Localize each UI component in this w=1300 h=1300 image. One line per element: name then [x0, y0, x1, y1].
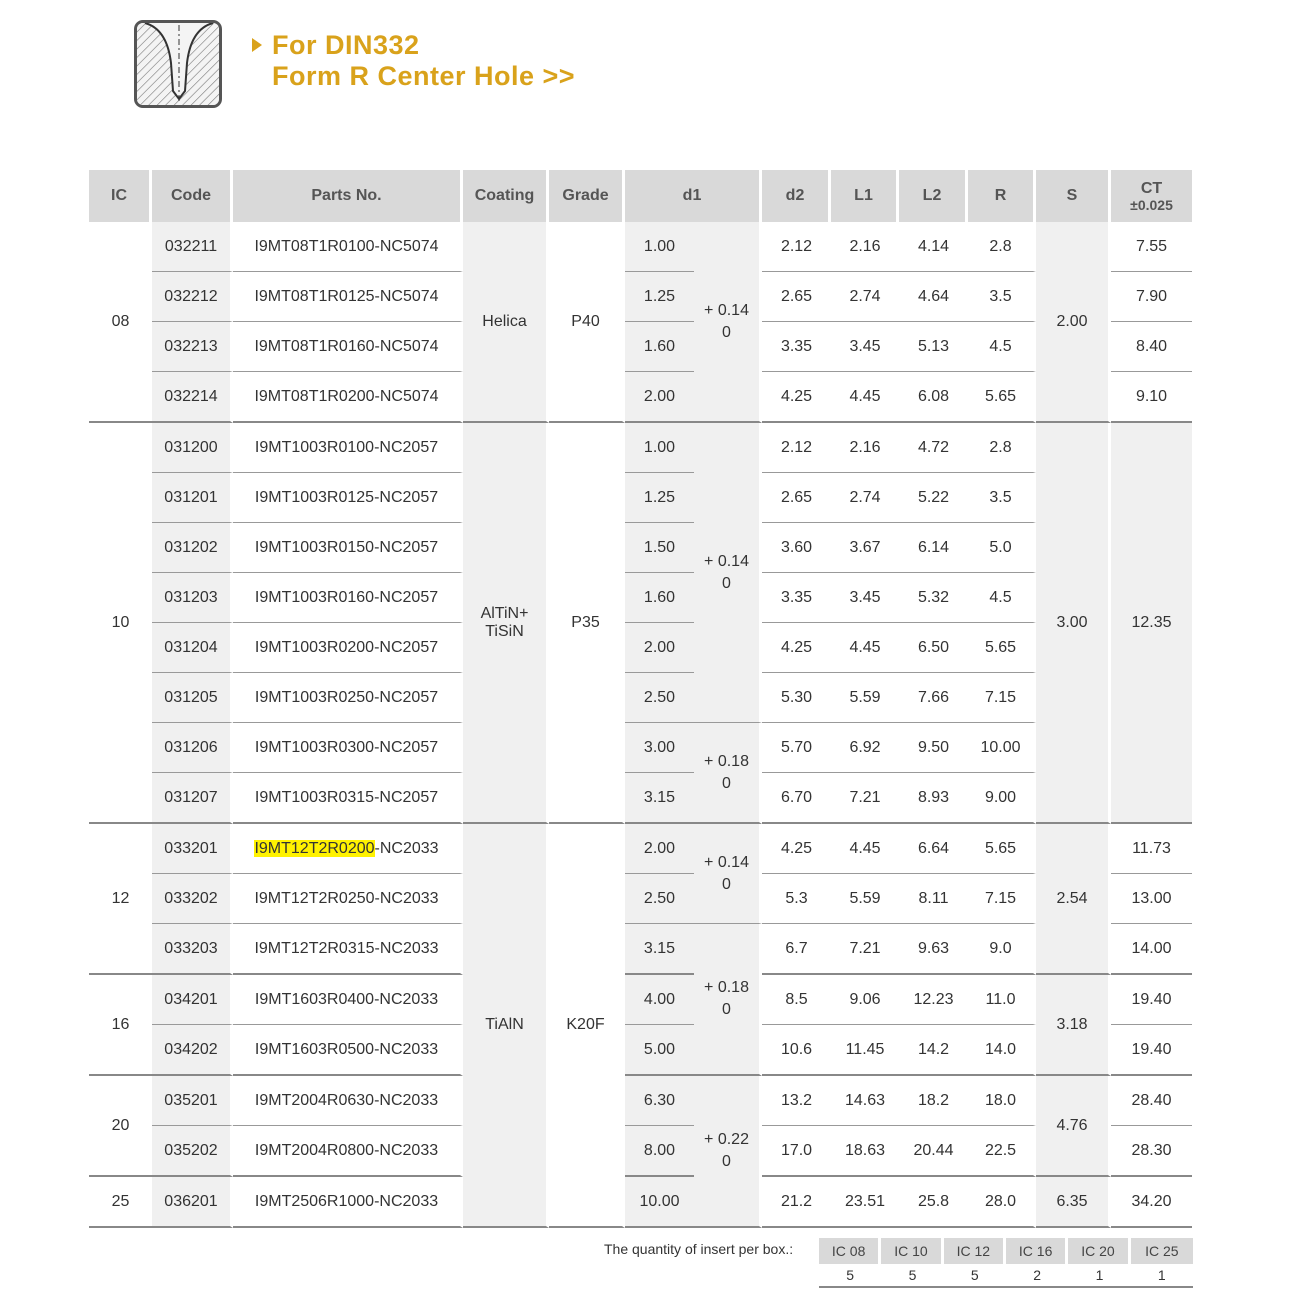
coating-cell [463, 423, 549, 824]
tolerance-lower: 0 [722, 323, 731, 341]
d1-tolerance-cell [694, 924, 762, 1076]
quantity-header: IC 25 [1131, 1238, 1193, 1264]
code-cell: 031206 [152, 723, 233, 773]
grade-cell: P35 [549, 423, 625, 824]
code-cell: 031202 [152, 523, 233, 573]
r-cell: 5.0 [968, 523, 1036, 573]
tolerance-upper: + 0.14 [704, 853, 749, 871]
l2-cell: 6.50 [899, 623, 968, 673]
d2-cell: 6.7 [762, 924, 831, 975]
d1-cell: 2.00 [625, 623, 694, 673]
tolerance-upper: + 0.18 [704, 979, 749, 996]
grade-cell: K20F [549, 824, 625, 1228]
d1-cell: 8.00 [625, 1126, 694, 1177]
ct-cell: 12.35 [1111, 423, 1192, 824]
d2-cell: 2.12 [762, 423, 831, 473]
table-row [89, 322, 1192, 372]
l2-cell: 6.64 [899, 824, 968, 874]
l1-cell: 6.92 [831, 723, 899, 773]
l1-cell: 7.21 [831, 773, 899, 824]
table-row [89, 222, 1192, 272]
quantity-value-row [819, 1264, 1193, 1288]
s-cell: 6.35 [1036, 1177, 1111, 1228]
table-row [89, 272, 1192, 322]
r-cell: 5.65 [968, 372, 1036, 423]
d1-cell: 1.60 [625, 322, 694, 372]
l1-cell: 2.16 [831, 423, 899, 473]
r-cell: 5.65 [968, 824, 1036, 874]
table-row [89, 924, 1192, 975]
header-r: R [968, 170, 1036, 222]
d1-tolerance-cell [694, 423, 762, 723]
l1-cell: 3.67 [831, 523, 899, 573]
r-cell: 14.0 [968, 1025, 1036, 1076]
header-s: S [1036, 170, 1111, 222]
ct-cell: 19.40 [1111, 1025, 1192, 1076]
code-cell: 031205 [152, 673, 233, 723]
tolerance-upper: + 0.18 [704, 752, 749, 770]
part-cell: I9MT2004R0630-NC2033 [233, 1076, 463, 1126]
code-cell: 033202 [152, 874, 233, 924]
table-row [89, 824, 1192, 874]
l1-cell: 11.45 [831, 1025, 899, 1076]
quantity-value: 1 [1131, 1264, 1193, 1288]
l2-cell: 4.72 [899, 423, 968, 473]
ct-cell: 11.73 [1111, 824, 1192, 874]
ct-cell: 7.55 [1111, 222, 1192, 272]
part-cell [233, 824, 463, 874]
part-cell: I9MT12T2R0250-NC2033 [233, 874, 463, 924]
table-row [89, 1126, 1192, 1177]
code-cell: 031207 [152, 773, 233, 824]
quantity-value: 1 [1068, 1264, 1130, 1288]
d1-cell: 1.00 [625, 222, 694, 272]
tolerance-lower: 0 [722, 875, 731, 893]
header-l1: L1 [831, 170, 899, 222]
code-cell: 033201 [152, 824, 233, 874]
tolerance-lower: 0 [722, 1153, 731, 1170]
d1-cell: 1.25 [625, 473, 694, 523]
l1-cell: 4.45 [831, 372, 899, 423]
tolerance-lower: 0 [722, 1001, 731, 1018]
d2-cell: 5.30 [762, 673, 831, 723]
tolerance-upper: + 0.14 [704, 552, 749, 570]
header-grade: Grade [549, 170, 625, 222]
header-parts-no: Parts No. [233, 170, 463, 222]
r-cell: 5.65 [968, 623, 1036, 673]
l2-cell: 5.13 [899, 322, 968, 372]
code-cell: 036201 [152, 1177, 233, 1228]
l2-cell: 12.23 [899, 975, 968, 1025]
tolerance-upper: + 0.22 [704, 1131, 749, 1148]
l1-cell: 3.45 [831, 322, 899, 372]
grade-cell: P40 [549, 222, 625, 423]
quantity-header: IC 12 [944, 1238, 1006, 1264]
header-ct-label: CT [1140, 180, 1163, 197]
r-cell: 11.0 [968, 975, 1036, 1025]
s-cell: 3.18 [1036, 975, 1111, 1076]
code-cell: 032213 [152, 322, 233, 372]
ic-cell: 25 [89, 1177, 152, 1228]
table-row [89, 423, 1192, 473]
header-ct [1111, 170, 1192, 222]
ct-cell: 28.30 [1111, 1126, 1192, 1177]
r-cell: 7.15 [968, 874, 1036, 924]
l2-cell: 25.8 [899, 1177, 968, 1228]
d1-cell: 4.00 [625, 975, 694, 1025]
quantity-value: 5 [819, 1264, 881, 1288]
code-cell: 034202 [152, 1025, 233, 1076]
ct-cell: 8.40 [1111, 322, 1192, 372]
quantity-value: 5 [881, 1264, 943, 1288]
quantity-header: IC 08 [819, 1238, 881, 1264]
d2-cell: 21.2 [762, 1177, 831, 1228]
r-cell: 22.5 [968, 1126, 1036, 1177]
l1-cell: 4.45 [831, 824, 899, 874]
d1-cell: 2.50 [625, 874, 694, 924]
r-cell: 3.5 [968, 272, 1036, 322]
code-cell: 035201 [152, 1076, 233, 1126]
l2-cell: 8.93 [899, 773, 968, 824]
l1-cell: 4.45 [831, 623, 899, 673]
l2-cell: 5.22 [899, 473, 968, 523]
d1-cell: 1.00 [625, 423, 694, 473]
d1-cell: 10.00 [625, 1177, 694, 1228]
d1-cell: 6.30 [625, 1076, 694, 1126]
coating-cell: TiAlN [463, 824, 549, 1228]
l1-cell: 3.45 [831, 573, 899, 623]
part-cell: I9MT1003R0160-NC2057 [233, 573, 463, 623]
l2-cell: 9.50 [899, 723, 968, 773]
triangle-bullet-icon [252, 38, 262, 52]
part-cell: I9MT08T1R0100-NC5074 [233, 222, 463, 272]
table-row [89, 975, 1192, 1025]
table-row [89, 673, 1192, 723]
s-cell: 3.00 [1036, 423, 1111, 824]
part-cell: I9MT08T1R0160-NC5074 [233, 322, 463, 372]
ct-cell: 19.40 [1111, 975, 1192, 1025]
d1-cell: 1.25 [625, 272, 694, 322]
ct-cell: 28.40 [1111, 1076, 1192, 1126]
part-cell: I9MT1003R0100-NC2057 [233, 423, 463, 473]
ct-cell: 9.10 [1111, 372, 1192, 423]
tolerance-lower: 0 [722, 574, 731, 592]
d1-cell: 1.60 [625, 573, 694, 623]
part-cell: I9MT08T1R0125-NC5074 [233, 272, 463, 322]
code-cell: 031204 [152, 623, 233, 673]
table-row [89, 623, 1192, 673]
s-cell: 2.54 [1036, 824, 1111, 975]
r-cell: 18.0 [968, 1076, 1036, 1126]
coating-cell: Helica [463, 222, 549, 423]
part-cell: I9MT2004R0800-NC2033 [233, 1126, 463, 1177]
s-cell: 4.76 [1036, 1076, 1111, 1177]
table-row [89, 723, 1192, 773]
quantity-header: IC 20 [1068, 1238, 1130, 1264]
part-cell: I9MT08T1R0200-NC5074 [233, 372, 463, 423]
d2-cell: 13.2 [762, 1076, 831, 1126]
d2-cell: 4.25 [762, 623, 831, 673]
r-cell: 3.5 [968, 473, 1036, 523]
l1-cell: 9.06 [831, 975, 899, 1025]
l1-cell: 18.63 [831, 1126, 899, 1177]
d2-cell: 2.65 [762, 272, 831, 322]
quantity-value: 5 [944, 1264, 1006, 1288]
table-row [89, 573, 1192, 623]
ct-cell: 14.00 [1111, 924, 1192, 975]
part-cell: I9MT1003R0150-NC2057 [233, 523, 463, 573]
part-cell: I9MT1003R0300-NC2057 [233, 723, 463, 773]
l1-cell: 7.21 [831, 924, 899, 975]
d2-cell: 17.0 [762, 1126, 831, 1177]
ic-cell: 16 [89, 975, 152, 1076]
r-cell: 9.00 [968, 773, 1036, 824]
tolerance-upper: + 0.14 [704, 301, 749, 319]
l2-cell: 18.2 [899, 1076, 968, 1126]
part-cell: I9MT12T2R0315-NC2033 [233, 924, 463, 975]
d2-cell: 8.5 [762, 975, 831, 1025]
quantity-label: The quantity of insert per box.: [604, 1241, 794, 1257]
l1-cell: 2.74 [831, 473, 899, 523]
l2-cell: 20.44 [899, 1126, 968, 1177]
d2-cell: 2.12 [762, 222, 831, 272]
table-row [89, 1177, 1192, 1228]
table-row [89, 523, 1192, 573]
r-cell: 4.5 [968, 322, 1036, 372]
ct-cell: 13.00 [1111, 874, 1192, 924]
code-cell: 031201 [152, 473, 233, 523]
d2-cell: 4.25 [762, 824, 831, 874]
quantity-table [819, 1238, 1193, 1288]
header-coating: Coating [463, 170, 549, 222]
center-hole-icon [134, 20, 222, 108]
d1-cell: 1.50 [625, 523, 694, 573]
l1-cell: 5.59 [831, 874, 899, 924]
table-row [89, 773, 1192, 824]
header-ic: IC [89, 170, 152, 222]
l1-cell: 2.16 [831, 222, 899, 272]
d2-cell: 4.25 [762, 372, 831, 423]
table-header-row [89, 170, 1192, 222]
title-line-1: For DIN332 [272, 30, 420, 60]
part-cell: I9MT1003R0125-NC2057 [233, 473, 463, 523]
ic-cell: 12 [89, 824, 152, 975]
header-d2: d2 [762, 170, 831, 222]
d1-cell: 3.00 [625, 723, 694, 773]
part-cell: I9MT1603R0400-NC2033 [233, 975, 463, 1025]
code-cell: 032214 [152, 372, 233, 423]
header-l2: L2 [899, 170, 968, 222]
d2-cell: 6.70 [762, 773, 831, 824]
code-cell: 033203 [152, 924, 233, 975]
l2-cell: 4.64 [899, 272, 968, 322]
header-code: Code [152, 170, 233, 222]
quantity-header: IC 16 [1006, 1238, 1068, 1264]
code-cell: 031203 [152, 573, 233, 623]
r-cell: 7.15 [968, 673, 1036, 723]
l1-cell: 2.74 [831, 272, 899, 322]
r-cell: 10.00 [968, 723, 1036, 773]
d1-tolerance-cell [694, 222, 762, 423]
d1-tolerance-cell [694, 723, 762, 824]
highlighted-part-text: I9MT12T2R0200 [254, 839, 375, 857]
s-cell: 2.00 [1036, 222, 1111, 423]
r-cell: 4.5 [968, 573, 1036, 623]
d1-cell: 3.15 [625, 773, 694, 824]
d1-cell: 3.15 [625, 924, 694, 975]
quantity-header: IC 10 [881, 1238, 943, 1264]
quantity-value: 2 [1006, 1264, 1068, 1288]
ic-cell: 08 [89, 222, 152, 423]
code-cell: 032212 [152, 272, 233, 322]
l2-cell: 14.2 [899, 1025, 968, 1076]
r-cell: 2.8 [968, 423, 1036, 473]
parts-table [89, 170, 1192, 1228]
coating-line-2: TiSiN [485, 622, 524, 640]
l2-cell: 9.63 [899, 924, 968, 975]
l2-cell: 6.08 [899, 372, 968, 423]
header-d1: d1 [625, 170, 762, 222]
d2-cell: 3.35 [762, 573, 831, 623]
l1-cell: 5.59 [831, 673, 899, 723]
code-cell: 032211 [152, 222, 233, 272]
part-suffix: -NC2033 [374, 839, 439, 857]
r-cell: 2.8 [968, 222, 1036, 272]
coating-line-1: AlTiN+ [480, 604, 529, 622]
header-ct-tolerance: ±0.025 [1130, 197, 1173, 213]
d2-cell: 5.70 [762, 723, 831, 773]
r-cell: 9.0 [968, 924, 1036, 975]
quantity-header-row [819, 1238, 1193, 1264]
d2-cell: 2.65 [762, 473, 831, 523]
d1-cell: 2.00 [625, 824, 694, 874]
ct-cell: 7.90 [1111, 272, 1192, 322]
table-row [89, 1025, 1192, 1076]
ic-cell: 10 [89, 423, 152, 824]
page-title [252, 30, 575, 92]
l1-cell: 23.51 [831, 1177, 899, 1228]
code-cell: 035202 [152, 1126, 233, 1177]
d2-cell: 10.6 [762, 1025, 831, 1076]
part-cell: I9MT1003R0315-NC2057 [233, 773, 463, 824]
table-row [89, 874, 1192, 924]
part-cell: I9MT1003R0200-NC2057 [233, 623, 463, 673]
d2-cell: 5.3 [762, 874, 831, 924]
d1-cell: 5.00 [625, 1025, 694, 1076]
l2-cell: 7.66 [899, 673, 968, 723]
ic-cell: 20 [89, 1076, 152, 1177]
table-row [89, 473, 1192, 523]
table-row [89, 372, 1192, 423]
d1-cell: 2.00 [625, 372, 694, 423]
part-cell: I9MT1003R0250-NC2057 [233, 673, 463, 723]
r-cell: 28.0 [968, 1177, 1036, 1228]
tolerance-lower: 0 [722, 774, 731, 792]
part-cell: I9MT1603R0500-NC2033 [233, 1025, 463, 1076]
l1-cell: 14.63 [831, 1076, 899, 1126]
d2-cell: 3.35 [762, 322, 831, 372]
title-line-2: Form R Center Hole >> [272, 61, 576, 91]
table-row [89, 1076, 1192, 1126]
code-cell: 034201 [152, 975, 233, 1025]
ct-cell: 34.20 [1111, 1177, 1192, 1228]
d1-tolerance-cell [694, 824, 762, 924]
part-cell: I9MT2506R1000-NC2033 [233, 1177, 463, 1228]
code-cell: 031200 [152, 423, 233, 473]
d1-cell: 2.50 [625, 673, 694, 723]
l2-cell: 5.32 [899, 573, 968, 623]
d1-tolerance-cell [694, 1076, 762, 1228]
l2-cell: 8.11 [899, 874, 968, 924]
l2-cell: 4.14 [899, 222, 968, 272]
l2-cell: 6.14 [899, 523, 968, 573]
d2-cell: 3.60 [762, 523, 831, 573]
